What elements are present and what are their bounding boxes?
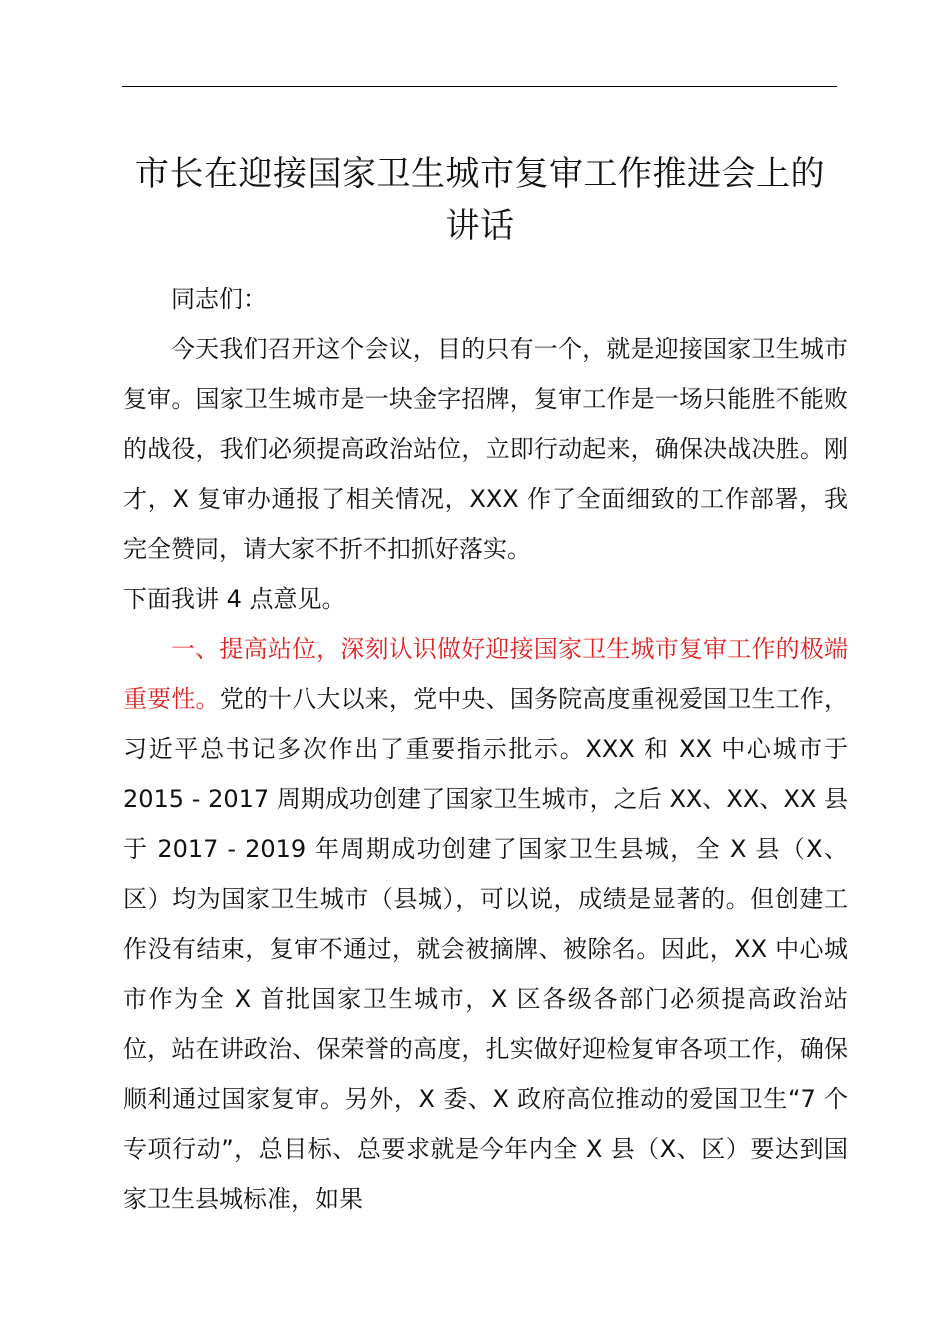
header-rule bbox=[122, 86, 837, 87]
document-title bbox=[110, 148, 850, 252]
section-1-heading: 一、提高站位，深刻认识做好迎接国家卫生城市复审工作的极端重要性。 bbox=[123, 635, 848, 713]
title-line-1: 市长在迎接国家卫生城市复审工作推进会上的 bbox=[135, 154, 825, 194]
title-line-2: 讲话 bbox=[445, 206, 515, 246]
paragraph-intro-tail: 下面我讲 4 点意见。 bbox=[123, 585, 346, 613]
section-1-body: 党的十八大以来，党中央、国务院高度重视爱国卫生工作，习近平总书记多次作出了重要指示批示。XXX 和 XX 中心城市于 2015 - 2017 周期成功创建了国家卫生城市，之后 XX、XX、XX 县于 2017 - 2019 年周期成功创建了国家卫生县城，全 X 县（X、区）均为国家卫生城市（县城），可以说，成绩是显著的。但创建工作没有结束，复审不通过，就会被摘牌、被除名。因此，XX 中心城市作为全 X 首批国家卫生城市，X 区各级各部门必须提高政治站位，站在讲政治、保荣誉的高度，扎实做好迎检复审各项工作，确保顺利通过国家复审。另外，X 委、X 政府高位推动的爱国卫生“7 个专项行动”，总目标、总要求就是今年内全 X 县（X、区）要达到国家卫生县城标准，如果 bbox=[123, 685, 849, 1213]
section-1-paragraph bbox=[123, 624, 848, 1224]
document-body bbox=[123, 274, 848, 1224]
salutation: 同志们： bbox=[171, 285, 267, 313]
paragraph-intro: 今天我们召开这个会议，目的只有一个，就是迎接国家卫生城市复审。国家卫生城市是一块金字招牌，复审工作是一场只能胜不能败的战役，我们必须提高政治站位，立即行动起来，确保决战决胜。刚才，X 复审办通报了相关情况，XXX 作了全面细致的工作部署，我完全赞同，请大家不折不扣抓好落实。 bbox=[123, 335, 848, 563]
